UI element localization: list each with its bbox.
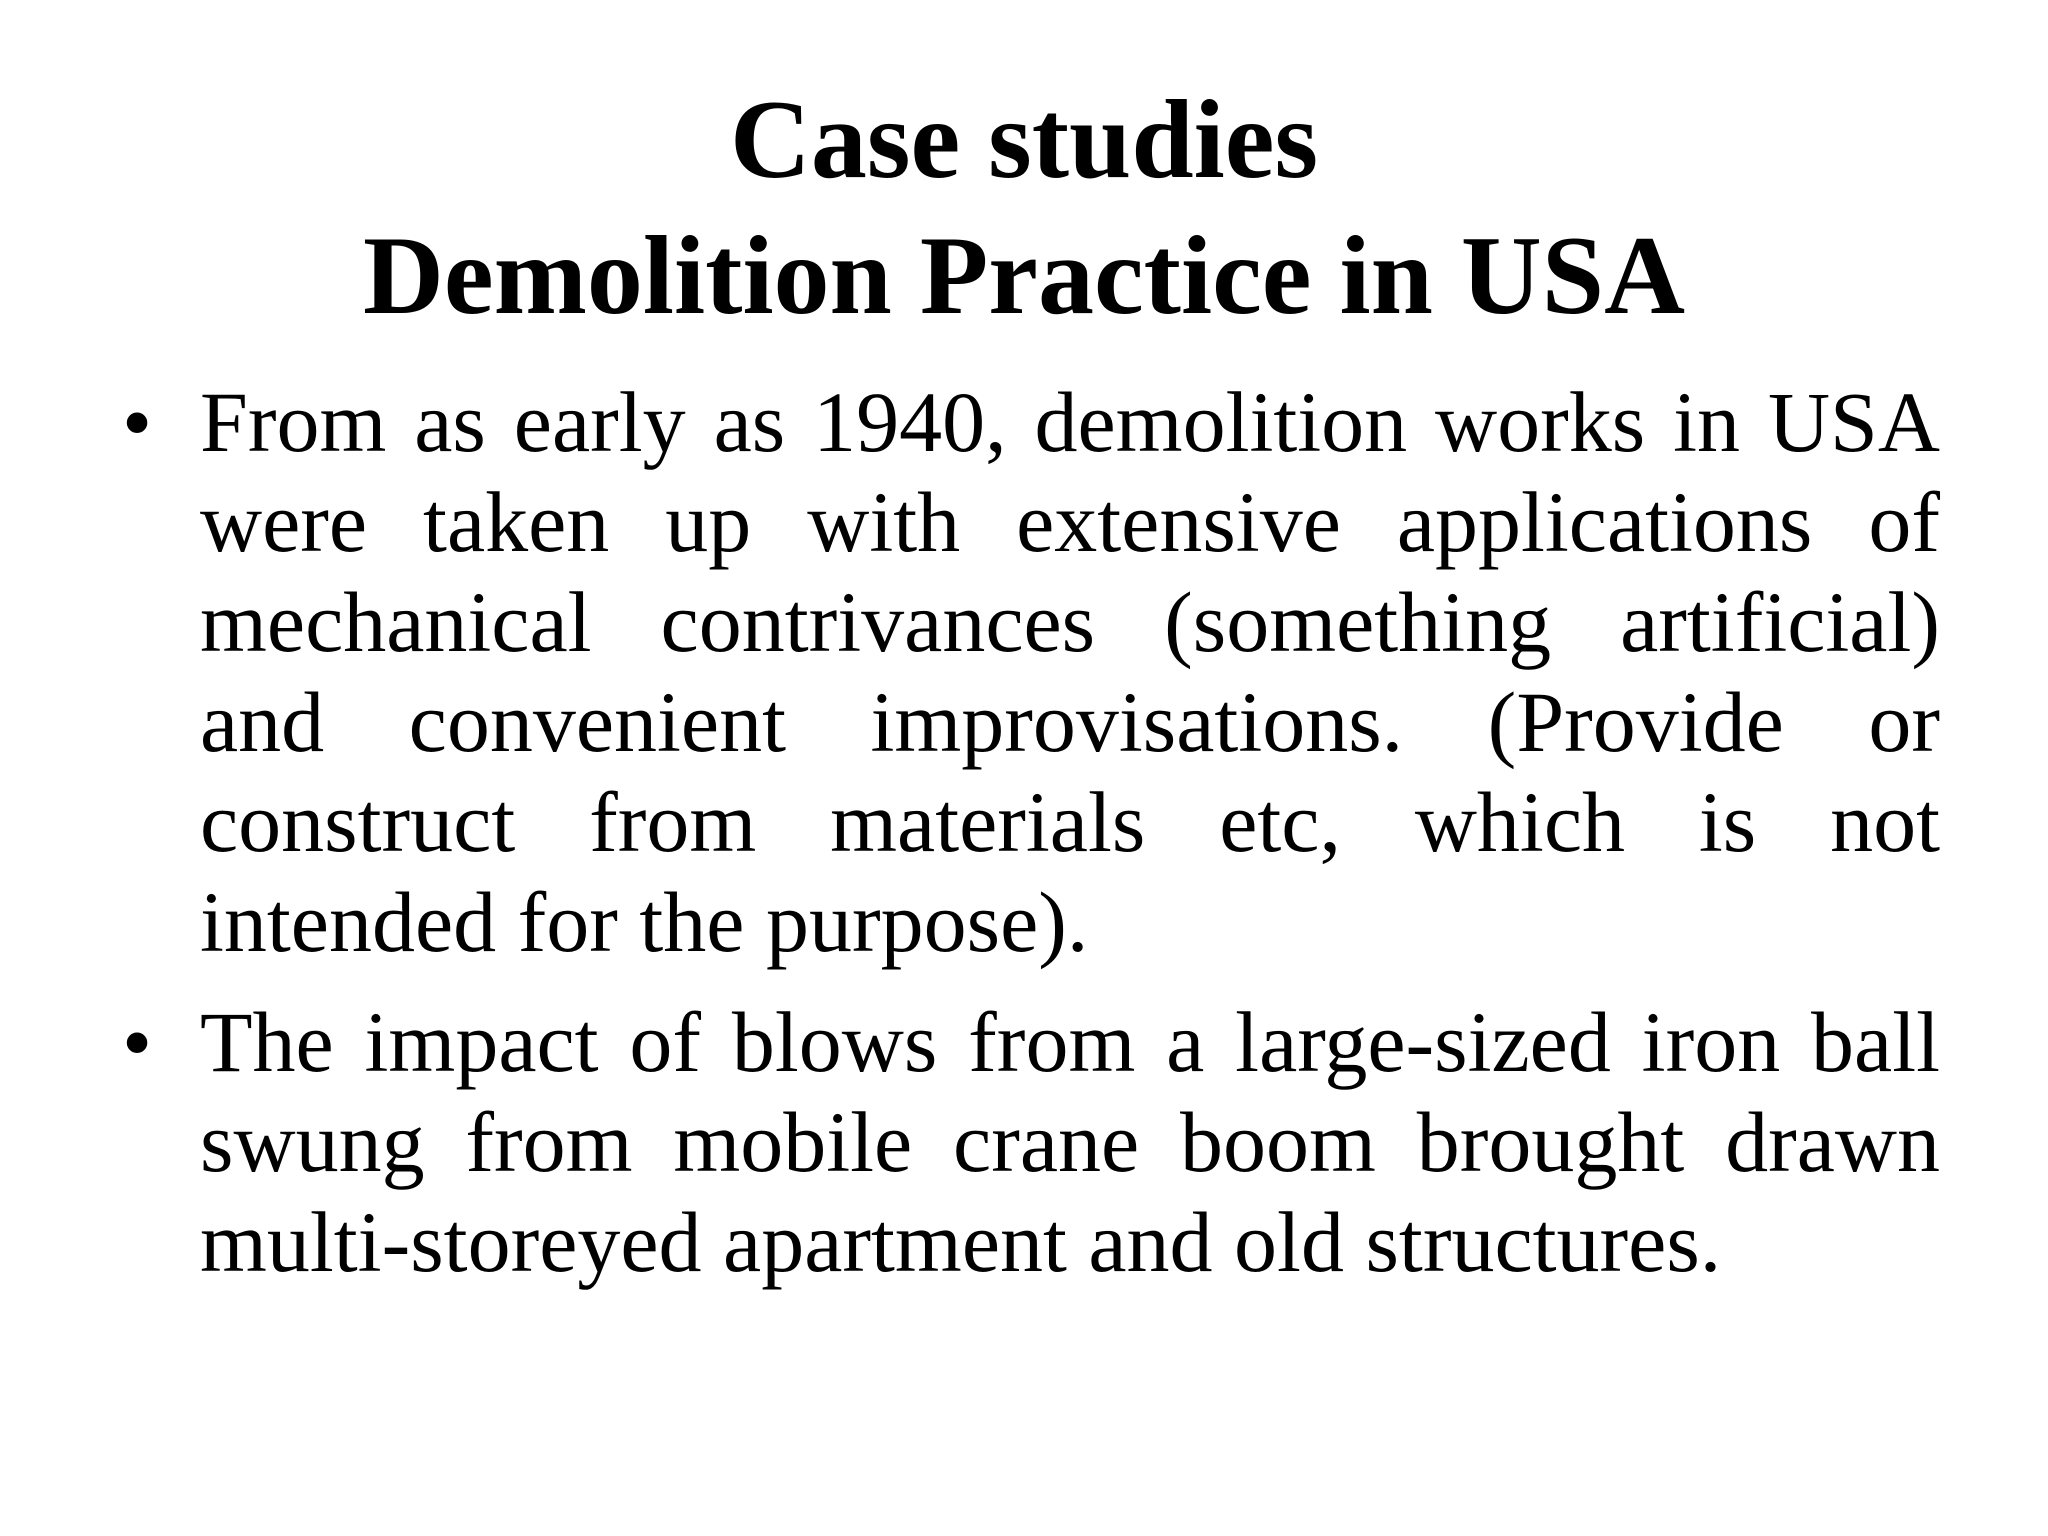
title-line-1: Case studies	[729, 78, 1319, 202]
bullet-icon: •	[122, 994, 153, 1090]
bullet-text: From as early as 1940, demolition works in USA were taken up with extensive applications of mechanical contrivances (something artificial) and convenient improvisations. (Provide or construct from materials etc, which is not intended for the purpose).	[200, 374, 1940, 970]
bullet-item	[122, 992, 1940, 1292]
bullet-icon: •	[122, 374, 153, 470]
bullet-item	[122, 372, 1940, 972]
slide-title	[0, 72, 2048, 344]
title-line-2: Demolition Practice in USA	[363, 214, 1685, 338]
bullet-text: The impact of blows from a large-sized iron ball swung from mobile crane boom brought drawn multi-storeyed apartment and old structures.	[200, 994, 1940, 1290]
bullet-list	[122, 372, 1940, 1312]
